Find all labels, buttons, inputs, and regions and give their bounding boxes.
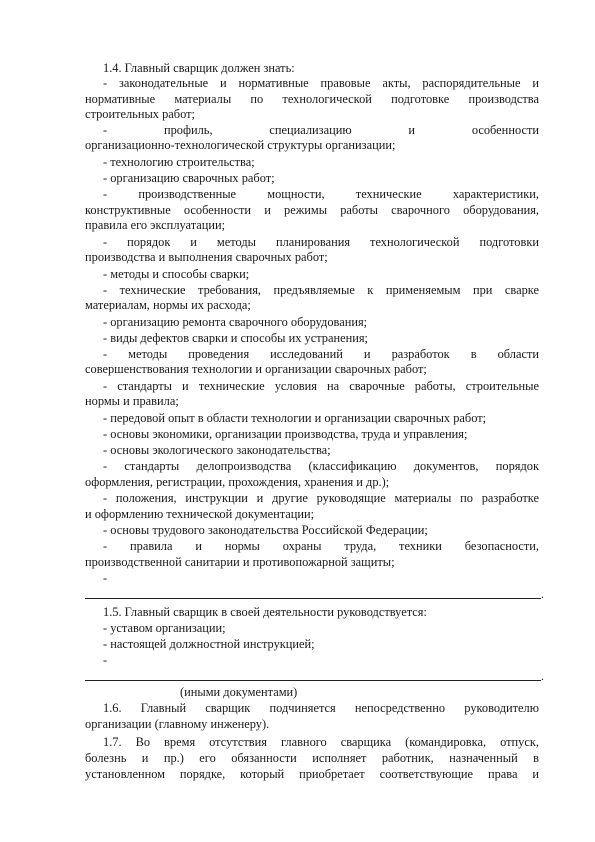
list-item: - передовой опыт в области технологии и организации сварочных работ;	[103, 411, 487, 425]
blank-list-item: -	[103, 653, 108, 667]
text-line: и оформлению технической документации;	[85, 507, 315, 521]
text-line: нормы и правила;	[85, 394, 179, 408]
list-item: - методы проведения исследований и разработок в области	[103, 347, 539, 361]
list-item: - организацию сварочных работ;	[103, 171, 275, 185]
list-item: - технические требования, предъявляемые к применяемым при сварке	[103, 283, 539, 297]
list-item: - правила и нормы охраны труда, техники безопасности,	[103, 539, 539, 553]
list-item: - стандарты и технические условия на сварочные работы, строительные	[103, 379, 539, 393]
text-line: организационно-технологической структуры организации;	[85, 138, 396, 152]
text-line: производства и выполнения сварочных работ;	[85, 250, 328, 264]
list-item: - основы экономики, организации производства, труда и управления;	[103, 427, 468, 441]
section-1-6-text: 1.6. Главный сварщик подчиняется непосредственно руководителю	[103, 701, 539, 715]
text-line: совершенствования технологии и организации сварочных работ;	[85, 362, 427, 376]
list-item: - уставом организации;	[103, 621, 226, 635]
list-item: - законодательные и нормативные правовые акты, распорядительные и	[103, 76, 539, 90]
list-item: - основы трудового законодательства Российской Федерации;	[103, 523, 428, 537]
fill-in-caption: (иными документами)	[180, 685, 298, 699]
list-item: - технологию строительства;	[103, 155, 255, 169]
section-1-5-heading: 1.5. Главный сварщик в своей деятельности руководствуется:	[103, 605, 427, 619]
list-item: - положения, инструкции и другие руководящие материалы по разработке	[103, 491, 539, 505]
list-item: - профиль, специализацию и особенности	[103, 123, 539, 137]
list-item: - порядок и методы планирования технологической подготовки	[103, 235, 539, 249]
list-item: - стандарты делопроизводства (классификацию документов, порядок	[103, 459, 539, 473]
list-item: - методы и способы сварки;	[103, 267, 250, 281]
section-1-7-text: 1.7. Во время отсутствия главного сварщика (командировка, отпуск,	[103, 735, 539, 749]
text-line: правила его эксплуатации;	[85, 218, 226, 232]
section-1-4-heading: 1.4. Главный сварщик должен знать:	[103, 61, 295, 75]
text-line: материалам, нормы их расхода;	[85, 298, 251, 312]
text-line: конструктивные особенности и режимы работы сварочного оборудования,	[85, 203, 539, 217]
text-line: оформления, регистрации, прохождения, хранения и др.);	[85, 475, 390, 489]
text-line: установленном порядке, который приобретает соответствующие права и	[85, 767, 539, 781]
text-line: производственной санитарии и противопожарной защиты;	[85, 555, 395, 569]
list-item: - виды дефектов сварки и способы их устранения;	[103, 331, 368, 345]
list-item: - основы экологического законодательства;	[103, 443, 331, 457]
list-item: - настоящей должностной инструкцией;	[103, 637, 315, 651]
text-line: болезнь и пр.) его обязанности исполняет работник, назначенный в	[85, 751, 539, 765]
fill-in-line	[85, 680, 541, 681]
text-line: нормативные материалы по технологической подготовке производства	[85, 92, 539, 106]
blank-list-item: -	[103, 571, 108, 585]
list-item: - производственные мощности, технические характеристики,	[103, 187, 539, 201]
list-item: - организацию ремонта сварочного оборудования;	[103, 315, 368, 329]
fill-in-line	[85, 598, 541, 599]
text-line: строительных работ;	[85, 107, 195, 121]
text-line: организации (главному инженеру).	[85, 717, 270, 731]
